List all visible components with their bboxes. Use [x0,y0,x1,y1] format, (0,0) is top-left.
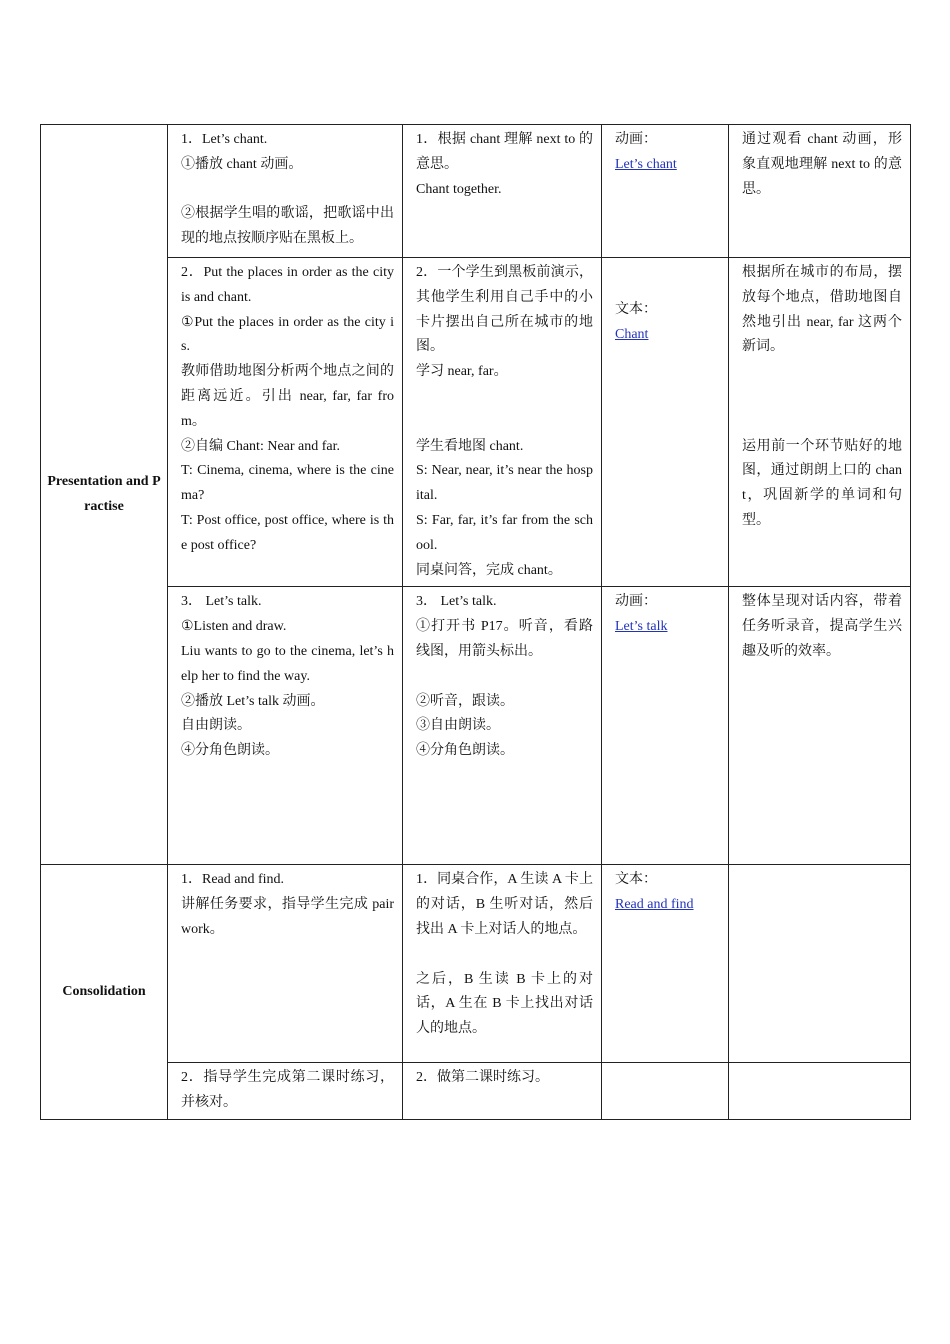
resource-cell [602,258,729,587]
teacher-activity-cell [168,865,403,1063]
resource-label: 动画： [615,132,657,147]
text-line: 教师借助地图分析两个地点之间的距离远近。引出 near, far, far from。 [181,364,394,429]
text-line: T: Post office, post office, where is the post office? [181,512,394,553]
teacher-activity-cell [168,1063,403,1120]
text-line: 运用前一个环节贴好的地图，通过朗朗上口的 chant，巩固新学的单词和句型。 [742,438,902,528]
text-line: ①播放 chant 动画。 [181,156,303,172]
purpose-cell [729,865,911,1063]
resource-cell [602,865,729,1063]
text-line: 整体呈现对话内容，带着任务听录音，提高学生兴趣及听的效率。 [742,594,902,659]
text-line: 讲解任务要求，指导学生完成 pair work。 [181,897,394,937]
purpose-cell [729,587,911,865]
resource-link-lets-talk[interactable]: Let’s talk [615,619,668,635]
purpose-cell [729,1063,911,1120]
student-activity-cell [403,1063,602,1120]
text-line: T: Cinema, cinema, where is the cinema? [181,463,394,504]
student-activity-cell [403,587,602,865]
text-line: 自由朗读。 [181,718,251,734]
resource-cell [602,125,729,258]
text-line: 学生看地图 chant. [416,438,524,454]
text-line: 学习 near, far。 [416,364,508,380]
purpose-cell [729,125,911,258]
text-line: Liu wants to go to the cinema, let’s help her to find the way. [181,643,394,684]
table-row [41,1063,911,1120]
stage-consolidation: Consolidation [41,865,168,1120]
text-line: ②播放 Let’s talk 动画。 [181,693,325,709]
text-line: 1．同桌合作，A 生读 A 卡上的对话，B 生听对话，然后找出 A 卡上对话人的地点。 [416,872,593,937]
teacher-activity-cell [168,587,403,865]
text-line: 根据所在城市的布局，摆放每个地点，借助地图自然地引出 near, far 这两个新词。 [742,265,902,355]
text-line: 1．Let’s chant. [181,132,268,147]
text-line: ②根据学生唱的歌谣，把歌谣中出现的地点按顺序贴在黑板上。 [181,206,394,247]
text-line: S: Far, far, it’s far from the school. [416,512,593,553]
text-line: 3． Let’s talk. [416,594,497,610]
text-line: 同桌问答，完成 chant。 [416,562,562,578]
text-line: 2．做第二课时练习。 [416,1070,549,1086]
text-line: Chant together. [416,181,502,197]
text-line: 1．Read and find. [181,872,285,888]
resource-label: 文本： [615,872,657,888]
student-activity-cell [403,258,602,587]
text-line: ①Put the places in order as the city is. [181,314,394,355]
text-line: 2．指导学生完成第二课时练习，并核对。 [181,1070,394,1111]
resource-link-read-and-find[interactable]: Read and find [615,897,694,913]
text-line: 通过观看 chant 动画，形象直观地理解 next to 的意思。 [742,132,902,197]
resource-cell [602,587,729,865]
text-line: 1．根据 chant 理解 next to 的意思。 [416,132,593,172]
resource-link-lets-chant[interactable]: Let’s chant [615,156,677,172]
resource-label: 文本： [615,302,657,317]
teacher-activity-cell [168,125,403,258]
table-row [41,258,911,587]
resource-cell [602,1063,729,1120]
table-row [41,125,911,258]
text-line: ②听音，跟读。 [416,693,514,709]
text-line: ③自由朗读。 [416,718,500,734]
text-line: ①打开书 P17。听音，看路线图，用箭头标出。 [416,619,593,659]
text-line: S: Near, near, it’s near the hospital. [416,463,593,504]
resource-label: 动画： [615,594,657,610]
table-row [41,587,911,865]
teacher-activity-cell [168,258,403,587]
text-line: 3． Let’s talk. [181,594,262,610]
text-line: 2．一个学生到黑板前演示，其他学生利用自己手中的小卡片摆出自己所在城市的地图。 [416,265,593,355]
resource-link-chant[interactable]: Chant [615,326,649,342]
purpose-cell [729,258,911,587]
text-line: 2．Put the places in order as the city is and chant. [181,265,394,305]
table-row [41,865,911,1063]
student-activity-cell [403,125,602,258]
text-line: 之后，B 生读 B 卡上的对话，A 生在 B 卡上找出对话人的地点。 [416,971,593,1037]
stage-presentation: Presentation and Practise [41,125,168,865]
text-line: ④分角色朗读。 [416,743,514,759]
text-line: ①Listen and draw. [181,619,287,635]
lesson-plan-table [40,124,911,1120]
text-line: ②自编 Chant: Near and far. [181,438,341,454]
text-line: ④分角色朗读。 [181,743,279,759]
student-activity-cell [403,865,602,1063]
